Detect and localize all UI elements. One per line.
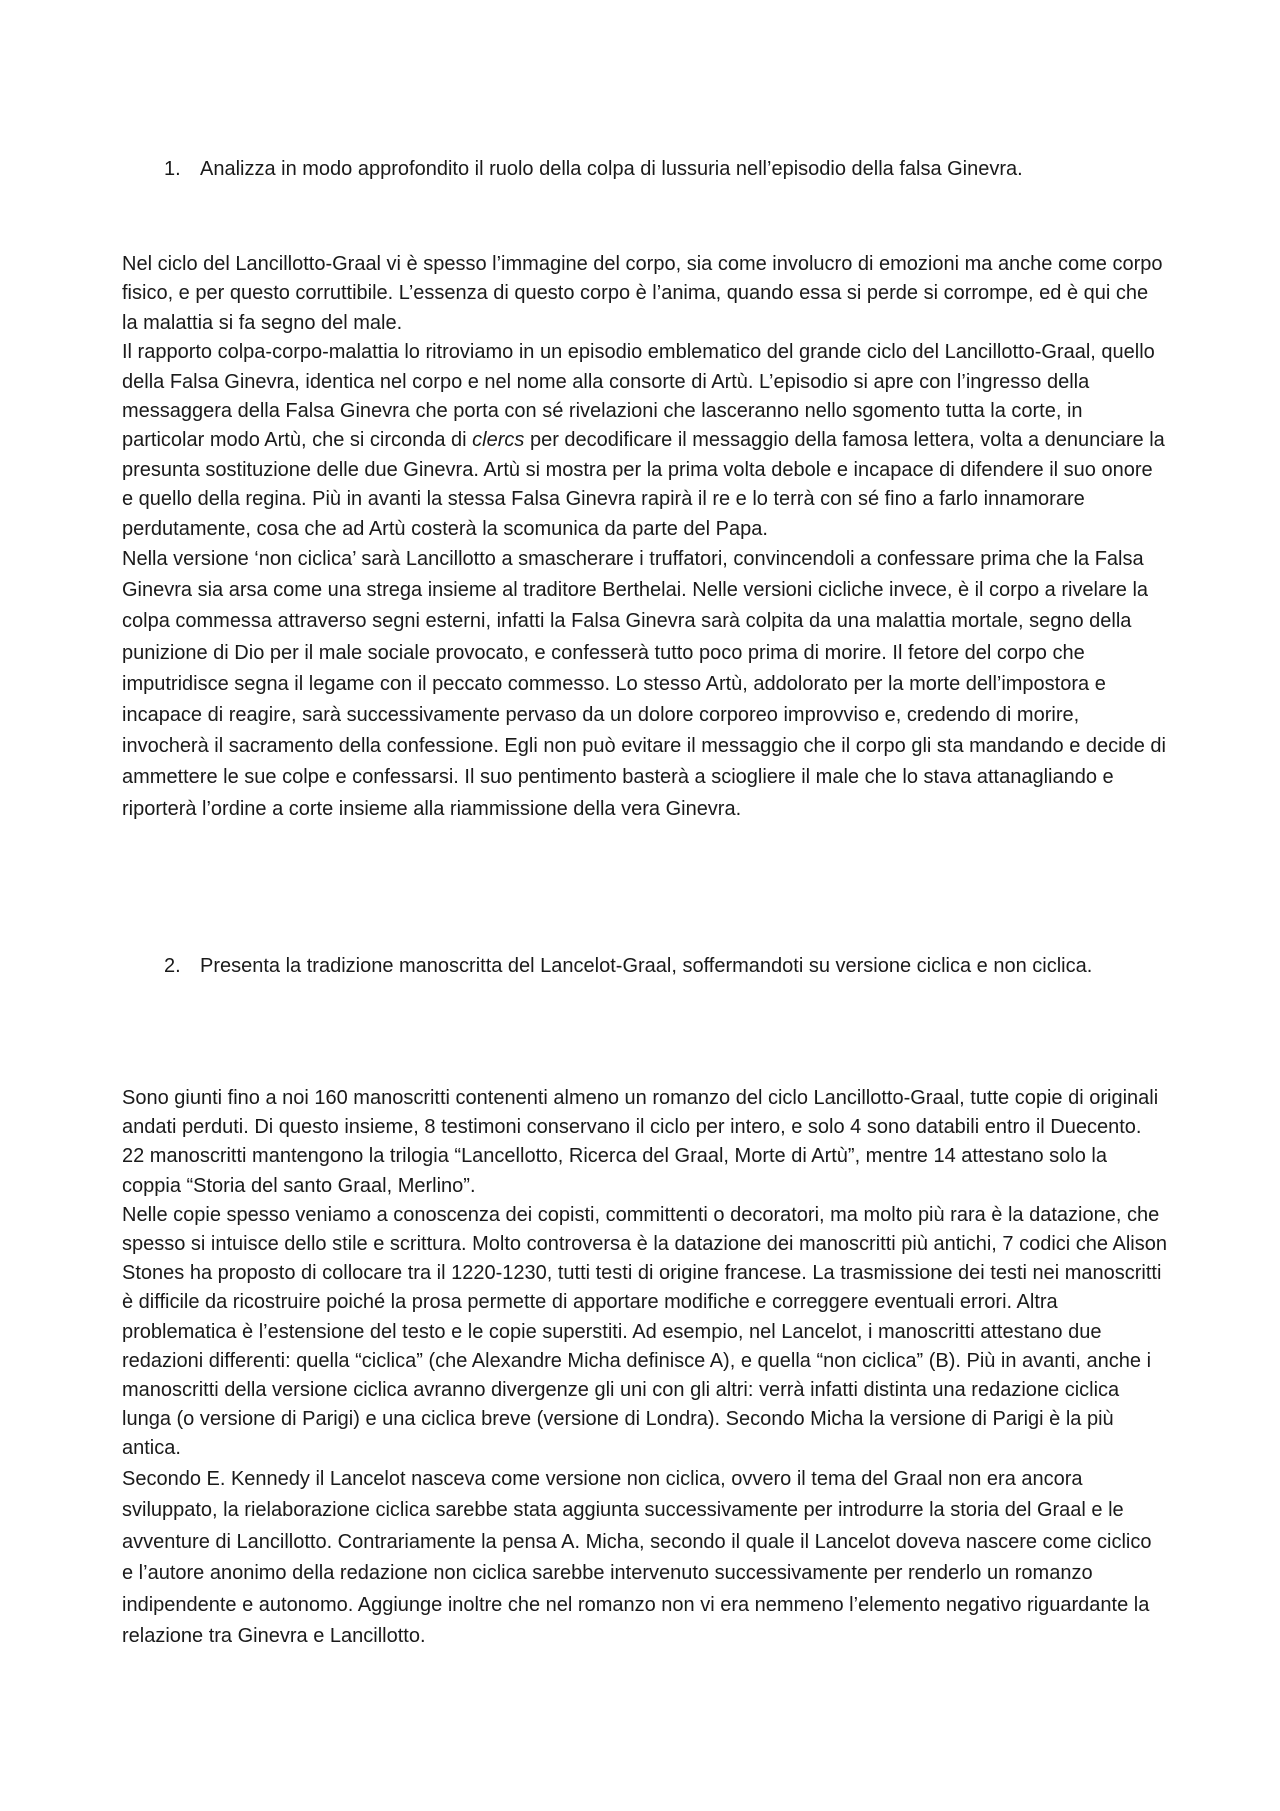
paragraph-text: per decodificare il messaggio della famosa lettera, volta a denunciare la presunta sostituzione delle due Ginevra. Artù si mostra per la prima volta debole e incapace di difendere il suo onore e quello della regina. Più in avanti la stessa Falsa Ginevra rapirà il re e lo terrà con sé fino a farlo innamorare perdutamente, cosa che ad Artù costerà la scomunica da parte del Papa. — [122, 429, 1165, 540]
question-text: Analizza in modo approfondito il ruolo della colpa di lussuria nell’episodio della falsa Ginevra. — [200, 158, 1023, 180]
answer-paragraph: Nelle copie spesso veniamo a conoscenza dei copisti, committenti o decoratori, ma molto più rara è la datazione, che spesso si intuisce dello stile e scrittura. Molto controversa è la datazione dei manoscritti più antichi, 7 codici che Alison Stones ha proposto di collocare tra il 1220-1230, tutti testi di origine francese. La trasmissione dei testi nei manoscritti è difficile da ricostruire poiché la prosa permette di apportare modifiche e correggere eventuali errori. Altra problematica è l’estensione del testo e le copie superstiti. Ad esempio, nel Lancelot, i manoscritti attestano due redazioni differenti: quella “ciclica” (che Alexandre Micha definisce A), e quella “non ciclica” (B). Più in avanti, anche i manoscritti della versione ciclica avranno divergenze gli uni con gli altri: verrà infatti distinta una redazione ciclica lunga (o versione di Parigi) e una ciclica breve (versione di Londra). Secondo Micha la versione di Parigi è la più antica. — [122, 1203, 1167, 1460]
answer-paragraph: Sono giunti fino a noi 160 manoscritti contenenti almeno un romanzo del ciclo Lancillotto-Graal, tutte copie di originali andati perduti. Di questo insieme, 8 testimoni conservano il ciclo per intero, e solo 4 sono databili entro il Duecento. 22 manoscritti mantengono la trilogia “Lancellotto, Ricerca del Graal, Morte di Artù”, mentre 14 attestano solo la coppia “Storia del santo Graal, Merlino”. — [122, 1087, 1159, 1197]
question-2 — [164, 951, 1124, 981]
question-number: 1. — [164, 158, 181, 180]
question-text: Presenta la tradizione manoscritta del Lancelot-Graal, soffermandoti su versione ciclica e non ciclica. — [200, 955, 1093, 977]
answer-paragraph: Nel ciclo del Lancillotto-Graal vi è spesso l’immagine del corpo, sia come involucro di emozioni ma anche come corpo fisico, e per questo corruttibile. L’essenza di questo corpo è l’anima, quando essa si perde si corrompe, ed è qui che la malattia si fa segno del male. — [122, 253, 1163, 334]
answer-paragraph: Secondo E. Kennedy il Lancelot nasceva come versione non ciclica, ovvero il tema del Graal non era ancora sviluppato, la rielaborazione ciclica sarebbe stata aggiunta successivamente per introdurre la storia del Graal e le avventure di Lancillotto. Contrariamente la pensa A. Micha, secondo il quale il Lancelot doveva nascere come ciclico e l’autore anonimo della redazione non ciclica sarebbe intervenuto successivamente per renderlo un romanzo indipendente e autonomo. Aggiunge inoltre che nel romanzo non vi era nemmeno l’elemento negativo riguardante la relazione tra Ginevra e Lancillotto. — [122, 1467, 1152, 1648]
answer-1 — [122, 250, 1167, 825]
italic-term: clercs — [472, 429, 525, 452]
question-number: 2. — [164, 955, 181, 977]
paragraph-text: Il rapporto colpa-corpo-malattia lo ritroviamo in un episodio emblematico del grande ciclo del Lancillotto-Graal, quello della Falsa Ginevra, identica nel corpo e nel nome alla consorte di Artù. L’episodio si apre con l’ingresso della messaggera della Falsa Ginevra che porta con sé rivelazioni che lasceranno nello sgomento tutta la corte, in particolar modo Artù, che si circonda di — [122, 341, 1155, 452]
answer-paragraph: Nella versione ‘non ciclica’ sarà Lancillotto a smascherare i truffatori, convincendoli a confessare prima che la Falsa Ginevra sia arsa come una strega insieme al traditore Berthelai. Nelle versioni cicliche invece, è il corpo a rivelare la colpa commessa attraverso segni esterni, infatti la Falsa Ginevra sarà colpita da una malattia mortale, segno della punizione di Dio per il male sociale provocato, e confesserà tutto poco prima di morire. Il fetore del corpo che imputridisce segna il legame con il peccato commesso. Lo stesso Artù, addolorato per la morte dell’impostora e incapace di reagire, sarà successivamente pervaso da un dolore corporeo improvviso e, credendo di morire, invocherà il sacramento della confessione. Egli non può evitare il messaggio che il corpo gli sta mandando e decide di ammettere le sue colpe e confessarsi. Il suo pentimento basterà a sciogliere il male che lo stava attanagliando e riporterà l’ordine a corte insieme alla riammissione della vera Ginevra. — [122, 548, 1166, 820]
answer-paragraph — [122, 338, 1167, 544]
question-1 — [164, 154, 1124, 184]
answer-2 — [122, 1084, 1167, 1653]
